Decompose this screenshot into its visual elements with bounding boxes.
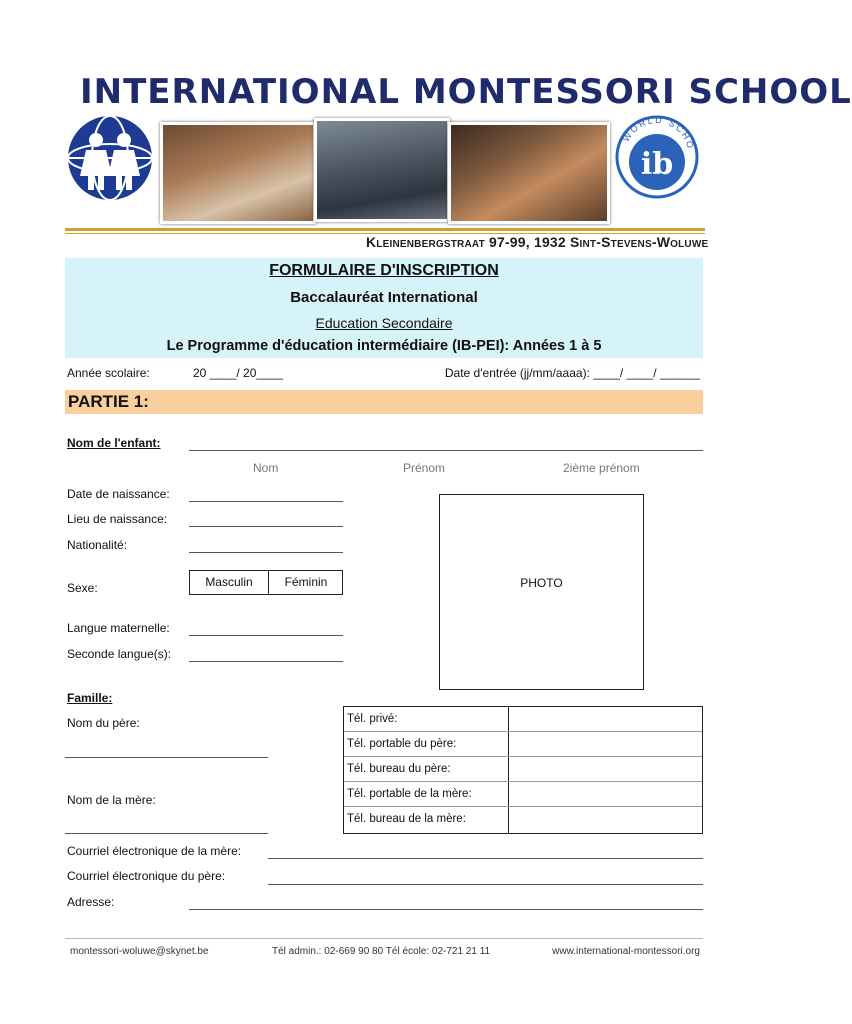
pei-title: Le Programme d'éducation intermédiaire (IB-PEI): Années 1 à 5 [166,338,602,354]
sex-label: Sexe: [67,581,98,595]
footer-phones: Tél admin.: 02-669 90 80 Tél école: 02-721 21 11 [272,946,491,957]
birth-date-field[interactable] [189,501,343,502]
mother-name-field[interactable] [65,833,268,834]
phone-row-father-mobile[interactable] [344,732,702,757]
sub-label-2prenom: 2ième prénom [563,461,640,475]
sub-label-nom: Nom [253,461,279,475]
birth-date-label: Date de naissance: [67,487,170,501]
father-email-label: Courriel électronique du père: [67,869,226,883]
classroom-photo-1 [160,122,316,224]
header-divider [65,228,705,231]
classroom-photo-3 [448,122,610,224]
level-title: Education Secondaire [315,315,453,331]
form-title: FORMULAIRE D'INSCRIPTION [269,262,499,279]
nationality-field[interactable] [189,552,343,553]
address-field[interactable] [189,909,703,910]
phone-row-father-office[interactable] [344,757,702,782]
part1-header [65,390,703,414]
school-year-field[interactable]: 20 ____/ 20____ [193,366,284,380]
phone-row-mother-office[interactable] [344,807,702,832]
nationality-label: Nationalité: [67,538,128,552]
phone-row-private[interactable] [344,707,702,732]
sex-options [189,570,343,595]
svg-text:WORLD SCHOOL: WORLD SCHO [620,114,696,152]
sex-male-option[interactable]: Masculin [190,571,269,594]
phone-row-mother-mobile[interactable] [344,782,702,807]
montessori-logo-icon [66,114,154,202]
sub-label-prenom: Prénom [403,461,446,475]
phone-table [343,706,703,834]
school-year-label: Année scolaire: [67,366,150,380]
classroom-photo-2 [314,118,450,222]
mother-tongue-label: Langue maternelle: [67,621,170,635]
photo-collage [158,118,608,222]
entry-date-field[interactable]: Date d'entrée (jj/mm/aaaa): ____/ ____/ ______ [444,366,700,380]
phone-label: Tél. portable du père: [347,738,457,750]
birth-place-label: Lieu de naissance: [67,512,168,526]
part1-title: PARTIE 1: [68,392,149,411]
sex-female-option[interactable]: Féminin [284,575,328,589]
footer-website: www.international-montessori.org [552,946,700,957]
ib-world-school-logo-icon [614,114,700,200]
birth-place-field[interactable] [189,526,343,527]
school-address: Kleinenbergstraat 97-99, 1932 Sint-Stevens-Woluwe [366,234,709,250]
mother-name-label: Nom de la mère: [67,793,156,807]
address-label: Adresse: [67,895,115,909]
program-title: Baccalauréat International [290,289,478,306]
school-name: INTERNATIONAL MONTESSORI SCHOOL [80,72,852,112]
footer-email: montessori-woluwe@skynet.be [70,946,209,957]
father-email-field[interactable] [268,884,703,885]
footer-divider [65,938,703,939]
mother-email-field[interactable] [268,858,703,859]
child-name-field[interactable] [189,450,703,451]
father-name-field[interactable] [65,757,268,758]
phone-label: Tél. privé: [347,713,398,725]
second-language-label: Seconde langue(s): [67,647,172,661]
phone-label: Tél. bureau de la mère: [347,813,466,825]
father-name-label: Nom du père: [67,716,140,730]
svg-text:ib: ib [640,147,674,182]
second-language-field[interactable] [189,661,343,662]
mother-tongue-field[interactable] [189,635,343,636]
phone-label: Tél. portable de la mère: [347,788,472,800]
photo-label: PHOTO [520,576,563,590]
family-heading: Famille: [67,691,113,705]
mother-email-label: Courriel électronique de la mère: [67,844,242,858]
child-name-label: Nom de l'enfant: [67,436,161,450]
photo-box[interactable] [439,494,644,690]
phone-label: Tél. bureau du père: [347,763,451,775]
